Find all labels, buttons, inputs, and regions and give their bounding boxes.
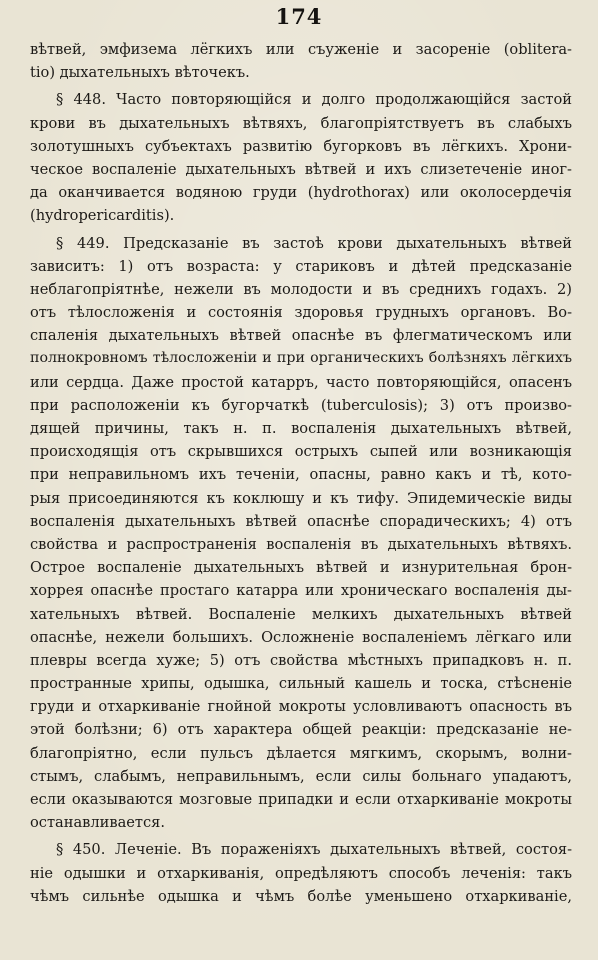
text-line: останавливается. — [30, 814, 166, 832]
text-line: благопріятно, если пульсъ дѣлается мягкимъ, скорымъ, волни- — [30, 744, 572, 762]
text-line: § 448. Часто повторяющійся и долго продолжающійся застой — [56, 91, 572, 109]
text-line: спаленія дыхательныхъ вѣтвей опаснѣе въ флегматическомъ или — [30, 327, 572, 345]
text-line: хательныхъ вѣтвей. Воспаленіе мелкихъ дыхательныхъ вѣтвей — [30, 605, 572, 623]
text-line: ческое воспаленіе дыхательныхъ вѣтвей и ихъ слизетеченіе иног- — [30, 160, 572, 178]
text-line: хоррея опаснѣе простаго катарра или хроническаго воспаленія ды- — [30, 582, 572, 600]
text-line: при расположеніи къ бугорчаткѣ (tuberculosis); 3) отъ произво- — [30, 396, 572, 414]
text-line: § 450. Леченіе. Въ пораженіяхъ дыхательныхъ вѣтвей, состоя- — [56, 841, 572, 859]
text-line: (hydropericarditis). — [30, 207, 175, 225]
text-line: неблагопріятнѣе, нежели въ молодости и въ среднихъ годахъ. 2) — [30, 280, 572, 298]
text-line: происходящія отъ скрывшихся острыхъ сыпей или возникающія — [30, 443, 572, 461]
text-line: полнокровномъ тѣлосложеніи и при органическихъ болѣзняхъ лёгкихъ — [30, 350, 572, 367]
text-line: ніе одышки и отхаркиванія, опредѣляютъ способъ леченія: такъ — [30, 864, 572, 882]
text-line: при неправильномъ ихъ теченіи, опасны, равно какъ и тѣ, кото- — [30, 466, 572, 484]
text-line: Острое воспаленіе дыхательныхъ вѣтвей и изнурительная брон- — [30, 559, 572, 577]
text-line: воспаленія дыхательныхъ вѣтвей опаснѣе спорадическихъ; 4) отъ — [30, 512, 572, 530]
text-line: опаснѣе, нежели большихъ. Осложненіе воспаленіемъ лёгкаго или — [30, 628, 572, 646]
text-line: стымъ, слабымъ, неправильнымъ, если силы больнаго упадаютъ, — [30, 767, 572, 785]
text-line: золотушныхъ субъектахъ развитію бугорковъ въ лёгкихъ. Хрони- — [30, 137, 572, 155]
text-line: свойства и распространенія воспаленія въ дыхательныхъ вѣтвяхъ. — [30, 535, 572, 553]
text-line: плевры всегда хуже; 5) отъ свойства мѣстныхъ припадковъ н. п. — [30, 651, 572, 669]
text-line: § 449. Предсказаніе въ застоѣ крови дыхательныхъ вѣтвей — [56, 234, 572, 252]
text-line: tio) дыхательныхъ вѣточекъ. — [30, 64, 250, 82]
text-line: зависитъ: 1) отъ возраста: у стариковъ и дѣтей предсказаніе — [30, 257, 572, 275]
text-line: пространные хрипы, одышка, сильный кашель и тоска, стѣсненіе — [30, 675, 572, 693]
body-text — [30, 38, 572, 908]
text-line: если оказываются мозговые припадки и если отхаркиваніе мокроты — [30, 791, 572, 808]
page-number: 174 — [275, 4, 323, 29]
text-line: вѣтвей, эмфизема лёгкихъ или съуженіе и засореніе (oblitera- — [30, 41, 572, 58]
text-line: отъ тѣлосложенія и состоянія здоровья грудныхъ органовъ. Во- — [30, 304, 572, 322]
text-line: этой болѣзни; 6) отъ характера общей реакціи: предсказаніе не- — [30, 721, 572, 739]
text-line: рыя присоединяются къ коклюшу и къ тифу. Эпидемическіе виды — [30, 489, 572, 507]
text-line: груди и отхаркиваніе гнойной мокроты условливаютъ опасность въ — [30, 698, 572, 716]
text-line: чѣмъ сильнѣе одышка и чѣмъ болѣе уменьшено отхаркиваніе, — [30, 887, 572, 905]
text-line: дящей причины, такъ н. п. воспаленія дыхательныхъ вѣтвей, — [30, 420, 572, 437]
text-line: крови въ дыхательныхъ вѣтвяхъ, благопріятствуетъ въ слабыхъ — [30, 114, 572, 132]
text-line: или сердца. Даже простой катарръ, часто повторяющійся, опасенъ — [30, 373, 572, 391]
text-line: да оканчивается водяною груди (hydrothorax) или околосердечія — [30, 184, 572, 202]
